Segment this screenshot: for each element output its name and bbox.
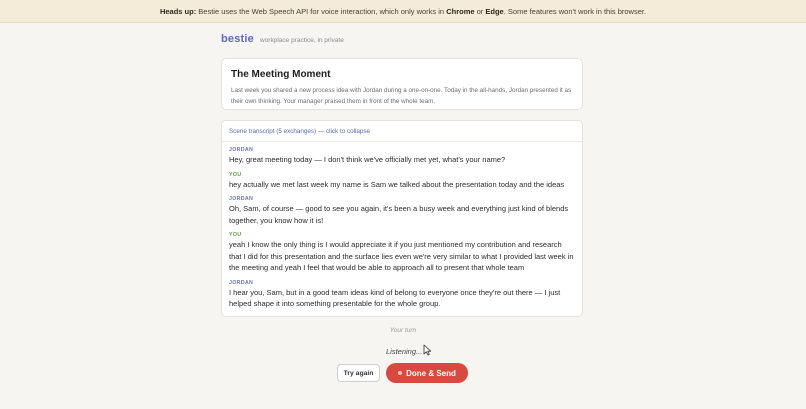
transcript-message xyxy=(229,279,575,310)
speaker-label: YOU xyxy=(229,171,242,178)
browser-warning-banner xyxy=(0,0,806,23)
message-text: yeah I know the only thing is I would appreciate it if you just mentioned my contribution and research that I did for this presentation and the surface lies even we're very similar to what I provided last week in the meeting and yeah I feel that would be able to approach all to present that whole team xyxy=(229,240,574,272)
scene-description: Last week you shared a new process idea with Jordan during a one-on-one. Today in the all-hands, Jordan presented it as their own thinking. Your manager praised them in front of the whole team. xyxy=(231,87,572,105)
scene-card xyxy=(221,58,583,110)
banner-chrome: Chrome xyxy=(446,6,475,16)
transcript-card xyxy=(221,120,583,317)
transcript-list xyxy=(222,142,582,310)
banner-or: or xyxy=(474,6,486,16)
banner-prefix: Heads up: xyxy=(159,6,197,16)
message-text: Hey, great meeting today — I don't think we've officially met yet, what's your name? xyxy=(229,155,506,164)
brand-tagline: workplace practice, in private xyxy=(260,37,344,44)
message-text: I hear you, Sam, but in a good team ideas kind of belong to everyone once they're out there — I just helped shape it into something presentable for the whole group. xyxy=(229,287,561,308)
listening-status: Listening... xyxy=(386,347,423,356)
banner-text: Bestie uses the Web Speech API for voice interaction, which only works in xyxy=(196,6,447,16)
banner-edge: Edge xyxy=(485,6,504,16)
record-dot-icon xyxy=(398,371,402,375)
speaker-label: YOU xyxy=(229,232,242,238)
transcript-message xyxy=(229,171,575,191)
done-send-button[interactable] xyxy=(386,363,468,383)
scene-title: The Meeting Moment xyxy=(231,69,331,80)
message-text: hey actually we met last week my name is Sam we talked about the presentation today and the ideas xyxy=(229,179,565,189)
speaker-label: JORDAN xyxy=(229,279,254,286)
speaker-label: JORDAN xyxy=(229,196,254,202)
mouse-cursor-icon xyxy=(423,344,432,356)
speaker-label: JORDAN xyxy=(229,147,254,153)
try-again-button[interactable]: Try again xyxy=(337,364,380,382)
done-send-label: Done & Send xyxy=(406,368,456,378)
transcript-message xyxy=(229,231,575,274)
transcript-message xyxy=(229,146,575,166)
transcript-toggle[interactable]: Scene transcript (5 exchanges) — click to collapse xyxy=(222,121,582,142)
transcript-message xyxy=(229,195,575,226)
brand-header xyxy=(221,33,344,45)
brand-logo[interactable]: bestie xyxy=(221,33,254,45)
message-text: Oh, Sam, of course — good to see you again, it's been a busy week and everything just kind of blends together, you know how it is! xyxy=(229,204,569,225)
banner-text-end: . Some features won't work in this browser. xyxy=(503,6,647,16)
your-turn-label: Your turn xyxy=(389,327,417,334)
